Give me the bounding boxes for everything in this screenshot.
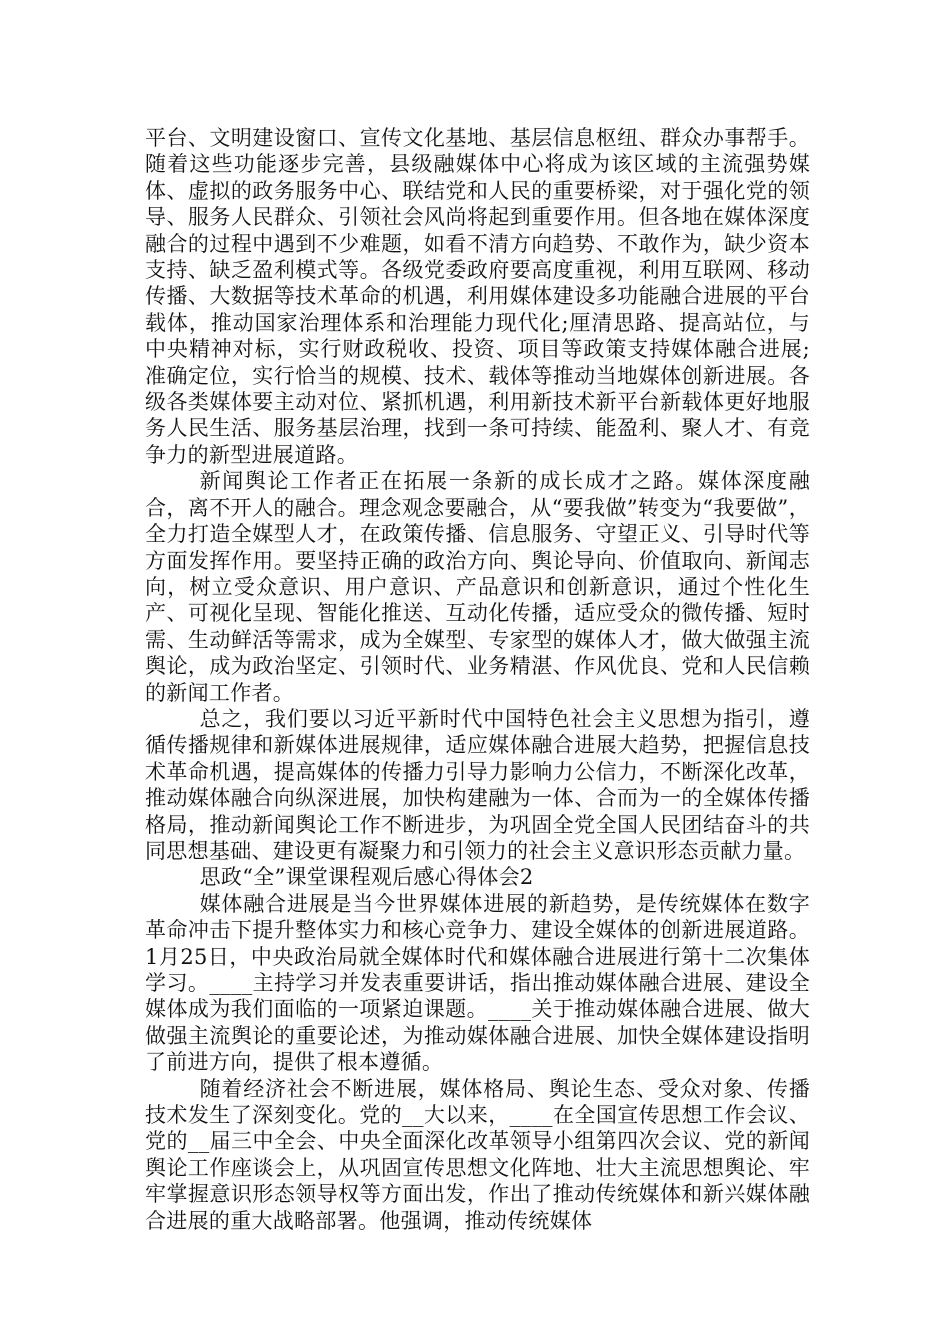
paragraph-social-development: 随着经济社会不断进展，媒体格局、舆论生态、受众对象、传播技术发生了深刻变化。党的__大以来，____在全国宣传思想工作会议、党的__届三中全会、中央全面深化改革领导小组第四次会议、党的新闻舆论工作座谈会上，从巩固宣传思想文化阵地、壮大主流思想舆论、牢牢掌握意识形态领导权等方面出发，作出了推动传统媒体和新兴媒体融合进展的重大战略部署。他强调，推动传统媒体 [145, 1076, 810, 1233]
section-heading: 思政“全”课堂课程观后感心得体会2 [199, 865, 534, 890]
paragraph-media-center: 平台、文明建设窗口、宣传文化基地、基层信息枢纽、群众办事帮手。随着这些功能逐步完善，县级融媒体中心将成为该区域的主流强势媒体、虚拟的政务服务中心、联结党和人民的重要桥梁，对于强化党的领导、服务人民群众、引领社会风尚将起到重要作用。但各地在媒体深度融合的过程中遇到不少难题，如看不清方向趋势、不敢作为，缺少资本支持、缺乏盈利模式等。各级党委政府要高度重视，利用互联网、移动传播、大数据等技术革命的机遇，利用媒体建设多功能融合进展的平台载体，推动国家治理体系和治理能力现代化;厘清思路、提高站位，与中央精神对标，实行财政税收、投资、项目等政策支持媒体融合进展;准确定位，实行恰当的规模、技术、载体等推动当地媒体创新进展。各级各类媒体要主动对位、紧抓机遇，利用新技术新平台新载体更好地服务人民生活、服务基层治理，找到一条可持续、能盈利、聚人才、有竞争力的新型进展道路。 [145, 126, 810, 467]
paragraph-journalist-growth: 新闻舆论工作者正在拓展一条新的成长成才之路。媒体深度融合，离不开人的融合。理念观念要融合，从“要我做”转变为“我要做”，全力打造全媒型人才，在政策传播、信息服务、守望正义、引导时代等方面发挥作用。要坚持正确的政治方向、舆论导向、价值取向、新闻志向，树立受众意识、用户意识、产品意识和创新意识，通过个性化生产、可视化呈现、智能化推送、互动化传播，适应受众的微传播、短时需、生动鲜活等需求，成为全媒型、专家型的媒体人才，做大做强主流舆论，成为政治坚定、引领时代、业务精湛、作风优良、党和人民信赖的新闻工作者。 [145, 469, 810, 705]
paragraph-media-convergence: 媒体融合进展是当今世界媒体进展的新趋势，是传统媒体在数字革命冲击下提升整体实力和核心竞争力、建设全媒体的创新进展道路。1月25日，中央政治局就全媒体时代和媒体融合进展进行第十二次集体学习。____主持学习并发表重要讲话，指出推动媒体融合进展、建设全媒体成为我们面临的一项紧迫课题。____关于推动媒体融合进展、做大做强主流舆论的重要论述，为推动媒体融合进展、加快全媒体建设指明了前进方向，提供了根本遵循。 [145, 891, 810, 1075]
paragraph-conclusion: 总之，我们要以习近平新时代中国特色社会主义思想为指引，遵循传播规律和新媒体进展规律，适应媒体融合进展大趋势，把握信息技术革命机遇，提高媒体的传播力引导力影响力公信力，不断深化改革，推动媒体融合向纵深进展，加快构建融为一体、合而为一的全媒体传播格局，推动新闻舆论工作不断进步，为巩固全党全国人民团结奋斗的共同思想基础、建设更有凝聚力和引领力的社会主义意识形态贡献力量。 [145, 706, 810, 863]
document-body [145, 125, 810, 1234]
